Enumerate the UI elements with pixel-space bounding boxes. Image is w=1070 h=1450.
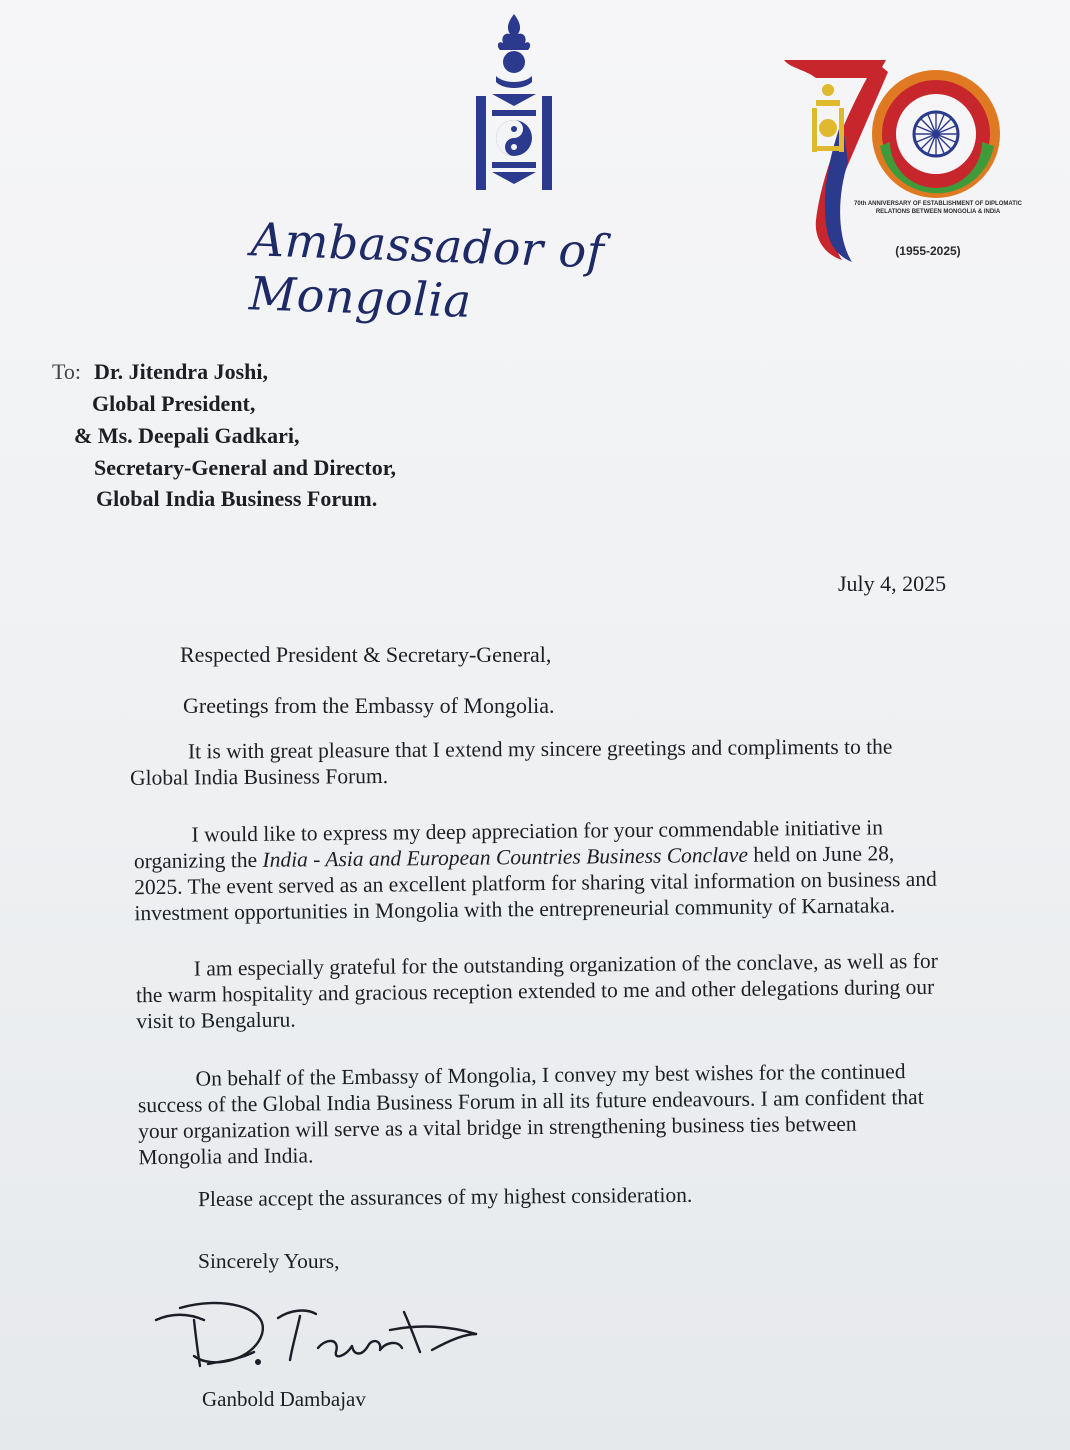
paragraph-2: [133, 814, 940, 926]
paragraph-4: On behalf of the Embassy of Mongolia, I convey my best wishes for the continued success of the Global India Business Forum in all its future endeavours. I am confident that your organization will serve as a vital bridge in strengthening business ties between Mongolia and India.: [137, 1059, 924, 1170]
anniversary-caption: 70th ANNIVERSARY OF ESTABLISHMENT OF DIPLOMATIC RELATIONS BETWEEN MONGOLIA & INDIA: [854, 201, 1022, 215]
recipient-title-2-text: Secretary-General and Director,: [94, 455, 397, 480]
handwritten-signature-icon: [150, 1290, 490, 1385]
recipient-org-text: Global India Business Forum.: [96, 486, 378, 511]
anniversary-years: (1955-2025): [895, 244, 961, 258]
closing: Sincerely Yours,: [198, 1249, 340, 1273]
recipient-name-2-text: & Ms. Deepali Gadkari,: [74, 423, 300, 448]
letter-date: July 4, 2025: [838, 571, 947, 596]
recipient-org: [96, 483, 377, 514]
paragraph-2-rest: held on June 28, 2025. The event served as an excellent platform for sharing vital information on business and investment opportunities in Mongolia with the entrepreneurial community of Karnataka.: [134, 841, 937, 926]
signatory-name: Ganbold Dambajav: [202, 1387, 366, 1411]
recipient-title-1-text: Global President,: [92, 391, 256, 416]
recipient-name-1: [94, 356, 268, 387]
recipient-name-1-text: Dr. Jitendra Joshi,: [94, 359, 268, 384]
paragraph-5: Please accept the assurances of my highest consideration.: [197, 1182, 693, 1212]
seventy-anniversary-logo-icon: [776, 50, 1016, 270]
recipient-name-2: [74, 420, 300, 451]
salutation: Respected President & Secretary-General,: [180, 642, 552, 667]
paragraph-3: I am especially grateful for the outstanding organization of the conclave, as well as for the warm hospitality and gracious reception extended to me and other delegations during our visit to Bengaluru.: [135, 948, 938, 1034]
greeting-line: Greetings from the Embassy of Mongolia.: [183, 693, 555, 718]
soyombo-emblem-icon: [470, 12, 558, 194]
recipient-title-1: [92, 388, 255, 419]
recipient-prefix: To:: [52, 359, 82, 384]
letterhead-title: Ambassador of Mongolia: [248, 212, 606, 328]
event-name: India - Asia and European Countries Business Conclave: [262, 842, 749, 872]
paragraph-1: It is with great pleasure that I extend my sincere greetings and compliments to the Global India Business Forum.: [130, 734, 893, 790]
paragraph-2-intro: I would like to express my deep appreciation for your commendable initiative in organizing the: [133, 815, 884, 874]
recipient-title-2: [94, 452, 396, 483]
